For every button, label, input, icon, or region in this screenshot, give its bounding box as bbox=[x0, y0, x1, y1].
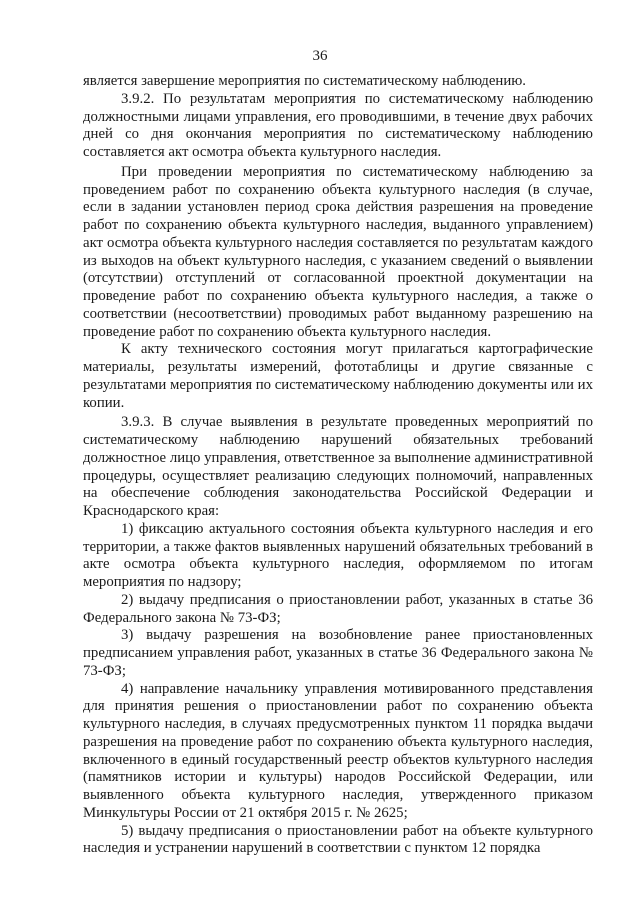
list-item-4: 4) направление начальнику управления мотивированного представления для принятия решения о приостановлении работ по сохранению объекта культурного наследия, в случаях предусмотренных пунктом 11 порядка выдачи разрешения на проведение работ по сохранению объекта культурного наследия, включенного в единый государственный реестр объектов культурного наследия (памятников истории и культуры) народов Российской Федерации, или выявленного объекта культурного наследия, утвержденного приказом Минкультуры России от 21 октября 2015 г. № 2625; bbox=[83, 680, 593, 821]
list-item-2: 2) выдачу предписания о приостановлении работ, указанных в статье 36 Федерального закона № 73-ФЗ; bbox=[83, 591, 593, 626]
list-item-1: 1) фиксацию актуального состояния объекта культурного наследия и его территории, а также фактов выявленных нарушений обязательных требований в акте осмотра объекта культурного наследия, оформляемом по итогам мероприятия по надзору; bbox=[83, 520, 593, 590]
list-item-3: 3) выдачу разрешения на возобновление ранее приостановленных предписанием управления работ, указанных в статье 36 Федерального закона № 73-ФЗ; bbox=[83, 627, 593, 679]
page-number: 36 bbox=[312, 48, 328, 64]
paragraph-attachments: К акту технического состояния могут прилагаться картографические материалы, результаты измерений, фототаблицы и другие связанные с результатами мероприятия по систематическому наблюдению документы или их копии. bbox=[83, 341, 593, 411]
paragraph-inspection-act: При проведении мероприятия по систематическому наблюдению за проведением работ по сохранению объекта культурного наследия (в случае, если в задании установлен период срока действия разрешения на проведение работ по сохранению объекта культурного наследия, выданного управлением) акт осмотра объекта культурного наследия составляется по результатам каждого из выходов на объект культурного наследия, с указанием сведений о выявлении (отсутствии) отступлений от согласованной проектной документации на проведение работ по сохранению объекта культурного наследия, а также о соответствии (несоответствии) проводимых работ выданному разрешению на проведение работ по сохранению объекта культурного наследия. bbox=[83, 163, 593, 340]
paragraph-3-9-3: 3.9.3. В случае выявления в результате проведенных мероприятий по систематическому наблюдению нарушений обязательных требований должностное лицо управления, ответственное за выполнение административной процедуры, осуществляет реализацию следующих полномочий, направленных на обеспечение соблюдения законодательства Российской Федерации и Краснодарского края: bbox=[83, 414, 593, 519]
paragraph-3-9-2: 3.9.2. По результатам мероприятия по систематическому наблюдению должностными лицами управления, его проводившими, в течение двух рабочих дней со дня окончания мероприятия по систематическому наблюдению составляется акт осмотра объекта культурного наследия. bbox=[83, 90, 593, 160]
page-content bbox=[83, 73, 593, 858]
paragraph-continuation: является завершение мероприятия по систематическому наблюдению. bbox=[83, 73, 526, 89]
list-item-5: 5) выдачу предписания о приостановлении работ на объекте культурного наследия и устранении нарушений в соответствии с пунктом 12 порядка bbox=[83, 822, 593, 857]
